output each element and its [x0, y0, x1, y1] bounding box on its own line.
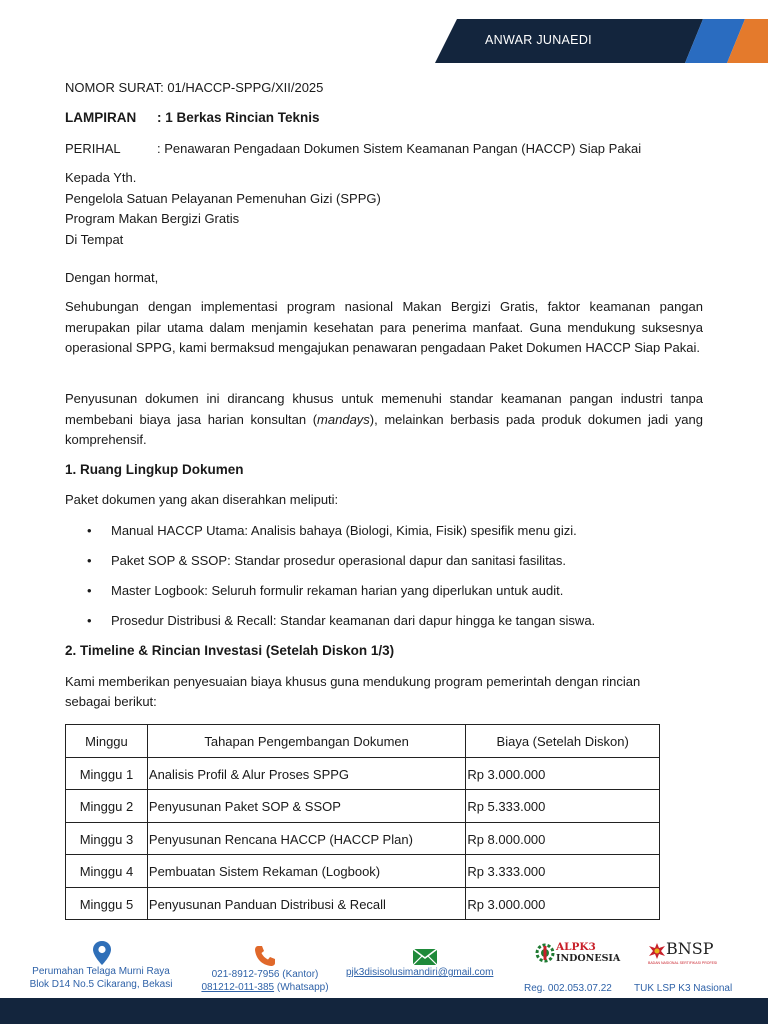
- paragraph-approach-part: ), melainkan berbasis pada produk dokumen jadi yang komprehensif.: [65, 411, 703, 448]
- address-line: Perumahan Telaga Murni Raya: [32, 966, 170, 977]
- attachment-label: LAMPIRAN: [65, 110, 137, 125]
- table-cell: Minggu 5: [66, 887, 148, 920]
- column-header: Tahapan Pengembangan Dokumen: [147, 725, 465, 758]
- subject-line: [65, 139, 641, 160]
- gear-icon: [534, 942, 556, 964]
- table-cell: Penyusunan Paket SOP & SSOP: [147, 790, 465, 823]
- footer-address: [25, 965, 177, 991]
- registration-number: Reg. 002.053.07.22: [524, 983, 612, 994]
- recipient-line: Pengelola Satuan Pelayanan Pemenuhan Gizi (SPPG): [65, 191, 381, 206]
- phone-office-link[interactable]: 021-8912-7956: [211, 969, 280, 980]
- table-cell: Rp 3.000.000: [466, 887, 660, 920]
- scope-list: [65, 521, 595, 641]
- table-cell: Analisis Profil & Alur Proses SPPG: [147, 757, 465, 790]
- bnsp-name: BNSP: [666, 939, 714, 958]
- table-row: [66, 887, 660, 920]
- table-row: [66, 822, 660, 855]
- table-cell: Minggu 2: [66, 790, 148, 823]
- paragraph-approach-italic: mandays: [317, 411, 370, 427]
- location-pin-icon: [92, 940, 112, 966]
- address-line: Blok D14 No.5 Cikarang, Bekasi: [29, 979, 173, 990]
- table-cell: Minggu 4: [66, 855, 148, 888]
- greeting: Dengan hormat,: [65, 270, 159, 285]
- table-cell: Rp 3.333.000: [466, 855, 660, 888]
- footer-phones: [190, 968, 340, 994]
- attachment-value: : 1 Berkas Rincian Teknis: [157, 110, 320, 125]
- table-cell: Minggu 1: [66, 757, 148, 790]
- table-cell: Penyusunan Panduan Distribusi & Recall: [147, 887, 465, 920]
- table-cell: Pembuatan Sistem Rekaman (Logbook): [147, 855, 465, 888]
- section-heading-scope: 1. Ruang Lingkup Dokumen: [65, 462, 244, 477]
- phone-wa-label: (Whatsapp): [274, 982, 329, 993]
- table-cell: Rp 5.333.000: [466, 790, 660, 823]
- timeline-intro: Kami memberikan penyesuaian biaya khusus guna mendukung program pemerintah dengan rincian: [65, 674, 641, 689]
- phone-office-line: [190, 968, 340, 981]
- recipient-line: Program Makan Bergizi Gratis: [65, 211, 240, 226]
- table-cell: Rp 8.000.000: [466, 822, 660, 855]
- table-row: [66, 757, 660, 790]
- table-header-row: [66, 725, 660, 758]
- phone-wa-line: [190, 981, 340, 994]
- paragraph-intro: Sehubungan dengan implementasi program nasional Makan Bergizi Gratis, faktor keamanan pangan merupakan pilar utama dalam menjamin kesehatan para penerima manfaat. Guna mendukung suksesnya operasional SPPG, kami bermaksud mengajukan penawaran pengadaan Paket Dokumen HACCP Siap Pakai.: [65, 299, 703, 356]
- section-heading-timeline: 2. Timeline & Rincian Investasi (Setelah Diskon 1/3): [65, 643, 395, 658]
- phone-wa-link[interactable]: 081212-011-385: [201, 982, 275, 993]
- tuk-label: TUK LSP K3 Nasional: [634, 983, 733, 994]
- column-header: Biaya (Setelah Diskon): [466, 725, 660, 758]
- column-header: Minggu: [66, 725, 148, 758]
- alpk3-name: ALPK3: [556, 941, 596, 953]
- header-banner: [435, 19, 768, 63]
- table-row: [66, 855, 660, 888]
- author-name: ANWAR JUNAEDI: [485, 33, 592, 47]
- table-cell: Minggu 3: [66, 822, 148, 855]
- bnsp-subtitle: BADAN NASIONAL SERTIFIKASI PROFESI: [648, 961, 718, 965]
- alpk3-country: INDONESIA: [556, 953, 621, 964]
- list-item: • Manual HACCP Utama: Analisis bahaya (Biologi, Kimia, Fisik) spesifik menu gizi.: [65, 521, 595, 551]
- attachment-line: [65, 108, 320, 129]
- footer-bar: [0, 998, 768, 1024]
- investment-table: [65, 724, 660, 920]
- list-item: • Paket SOP & SSOP: Standar prosedur operasional dapur dan sanitasi fasilitas.: [65, 551, 595, 581]
- paragraph-approach-part: Penyusunan dokumen ini dirancang khusus untuk memenuhi standar keamanan pangan industri tanpa membebani biaya jasa harian konsultan (: [65, 391, 703, 427]
- phone-icon: [253, 944, 277, 968]
- bnsp-logo: [648, 940, 720, 970]
- garuda-icon: [648, 942, 666, 960]
- subject-label: PERIHAL: [65, 141, 121, 156]
- letter-number: NOMOR SURAT: 01/HACCP-SPPG/XII/2025: [65, 80, 324, 95]
- alpk3-logo: [534, 941, 621, 967]
- phone-office-label: (Kantor): [279, 969, 319, 980]
- recipient-line: Di Tempat: [65, 232, 124, 247]
- scope-intro: Paket dokumen yang akan diserahkan meliputi:: [65, 492, 339, 507]
- table-row: [66, 790, 660, 823]
- table-cell: Rp 3.000.000: [466, 757, 660, 790]
- timeline-intro: sebagai berikut:: [65, 694, 157, 709]
- list-item: • Prosedur Distribusi & Recall: Standar keamanan dari dapur hingga ke tangan siswa.: [65, 611, 595, 641]
- list-item: • Master Logbook: Seluruh formulir rekaman harian yang diperlukan untuk audit.: [65, 581, 595, 611]
- subject-value: : Penawaran Pengadaan Dokumen Sistem Keamanan Pangan (HACCP) Siap Pakai: [157, 141, 642, 156]
- table-cell: Penyusunan Rencana HACCP (HACCP Plan): [147, 822, 465, 855]
- mail-icon: [413, 949, 437, 965]
- email-link[interactable]: pjk3disisolusimandiri@gmail.com: [346, 967, 494, 978]
- recipient-line: Kepada Yth.: [65, 170, 137, 185]
- paragraph-approach: [65, 389, 703, 451]
